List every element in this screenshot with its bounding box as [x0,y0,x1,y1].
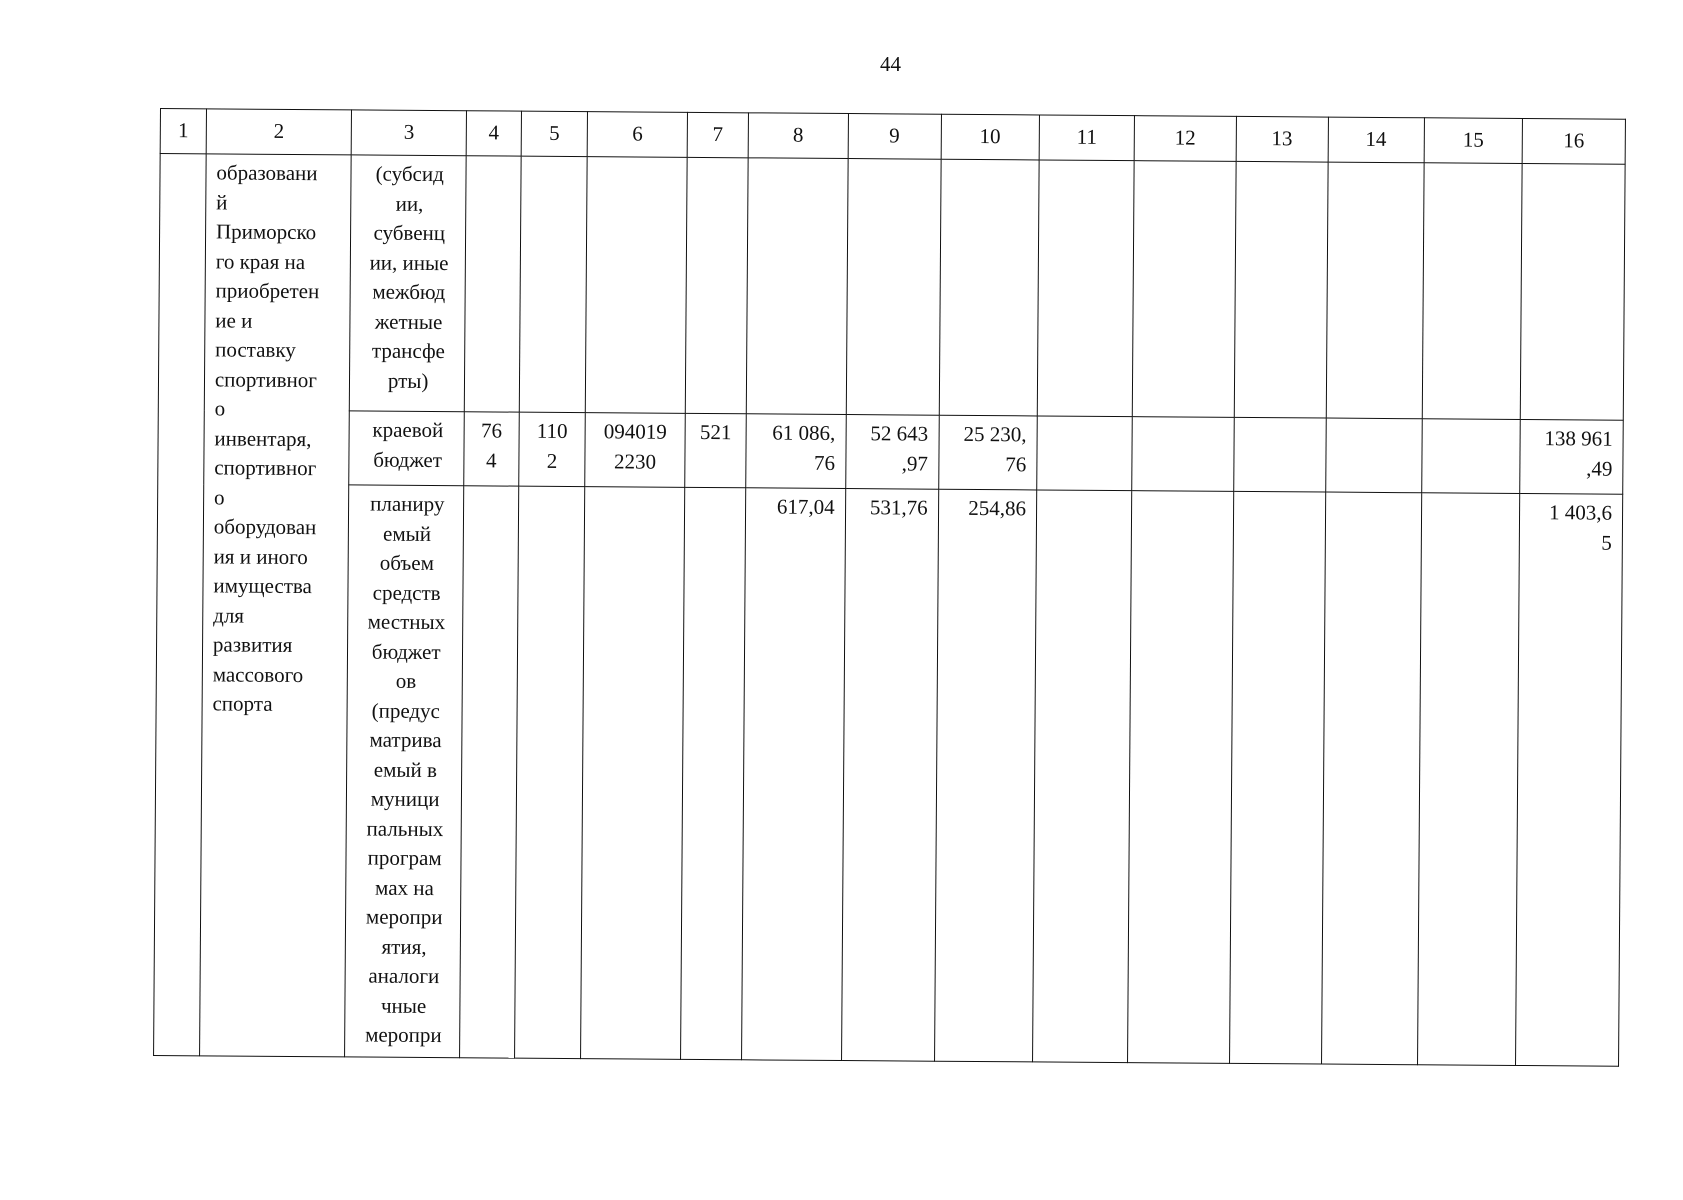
table-cell [846,159,941,416]
table-cell [742,488,846,1061]
cell-value: 531,76 [869,495,928,520]
cell-value: 76 4 [480,418,503,472]
table-row [158,154,1625,421]
table-row [158,409,1624,494]
table-cell [685,157,748,413]
cell-value: 617,04 [776,494,835,519]
cell-value: 138 961 ,49 [1544,426,1613,481]
cell-col-1 [154,154,207,1056]
table-cell [746,414,846,489]
funding-source-text: планиру емый объем средств местных бюджет ов (предус матрива емый в муници пальных програм мах на меропри ятия, аналоги чные меропри [365,491,446,1048]
table-cell [1233,417,1325,492]
budget-table-wrapper [153,108,1626,1067]
table-cell [1520,419,1623,494]
table-cell [464,412,519,486]
table-cell [1128,491,1234,1064]
header-cell: 11 [1039,115,1134,161]
cell-value [519,487,585,491]
table-cell [514,486,585,1058]
measure-name-cell [199,154,351,1057]
table-cell [519,156,588,412]
table-cell [680,487,745,1059]
cell-value [1326,419,1421,424]
header-cell: 12 [1134,116,1236,162]
table-cell [581,487,685,1060]
table-row [154,483,1623,1066]
header-cell: 13 [1236,116,1328,162]
header-cell: 15 [1424,118,1523,164]
table-cell [1032,490,1131,1063]
header-cell: 5 [521,111,588,156]
cell-value: 1 403,6 5 [1548,500,1613,555]
cell-value [1422,419,1519,424]
header-cell: 8 [748,113,848,159]
funding-source-text: (субсид ии, субвенц ии, иные межбюд жетные трансфе рты) [369,161,449,393]
table-cell [845,415,938,490]
cell-value [1234,492,1325,497]
table-cell [1422,163,1522,420]
header-cell: 4 [466,111,521,156]
header-cell: 3 [351,110,466,156]
cell-value [1328,163,1423,168]
cell-value: 094019 2230 [603,419,667,474]
cell-value [749,158,848,163]
measure-name-text: образовани й Приморско го края на приобретен ие и поставку спортивног о инвентаря, спортивног о оборудован ия и иного имущества для развития массового спорта [212,160,320,716]
cell-value [1037,490,1131,495]
table-cell [1132,161,1236,418]
cell-value [521,157,587,161]
cell-value [941,160,1038,165]
header-cell: 1 [160,109,206,154]
table-cell [1037,416,1133,491]
header-cell: 2 [206,109,352,155]
table-cell [1421,419,1520,494]
cell-value [586,487,685,492]
cell-value [464,486,518,490]
table-cell [1516,493,1623,1066]
table-cell [939,159,1039,416]
table-cell [746,158,847,415]
cell-value [688,158,748,162]
cell-value [1038,416,1132,421]
cell-value [685,488,745,492]
cell-value [1234,418,1325,423]
cell-value [467,156,521,160]
cell-value: 52 643 ,97 [870,421,929,476]
header-cell: 7 [687,112,749,157]
funding-source-text: краевой бюджет [372,417,444,472]
cell-value [1424,163,1521,168]
header-cell: 10 [941,114,1040,160]
header-cell: 6 [588,112,688,158]
table-cell [1234,161,1328,418]
table-cell [1321,492,1421,1065]
cell-value [848,159,940,164]
table-cell [1417,493,1520,1066]
cell-value [1326,493,1421,498]
cell-value: 254,86 [968,495,1027,521]
cell-value [1523,164,1625,169]
table-cell [685,413,747,487]
page-number: 44 [880,52,901,76]
table-cell [1520,163,1625,420]
cell-value [588,157,687,162]
cell-value: 25 230, 76 [963,421,1027,476]
table-cell [1326,162,1424,419]
table-cell [460,486,519,1058]
table-cell [938,415,1037,490]
header-cell: 14 [1328,117,1425,163]
table-cell [1325,418,1422,493]
header-cell: 16 [1522,118,1625,164]
table-cell [518,412,585,486]
table-cell [1037,160,1134,417]
table-cell [1229,491,1325,1064]
cell-value [1133,417,1234,422]
table-cell [934,489,1037,1062]
cell-value [1422,493,1519,498]
cell-value [1040,160,1134,165]
funding-source-cell [350,155,467,412]
funding-source-cell [345,485,464,1058]
cell-value: 521 [699,419,732,445]
cell-value [1132,491,1233,496]
cell-value: 61 086, 76 [772,420,836,475]
table-cell [585,413,685,488]
funding-source-cell [349,411,464,486]
budget-table [153,108,1626,1067]
table-cell [841,489,938,1062]
cell-value [1236,162,1327,167]
cell-value: 110 2 [536,418,568,473]
table-cell [586,157,687,414]
table-cell [464,156,521,412]
table-cell [1132,417,1234,492]
header-cell: 9 [848,114,941,160]
cell-value [1135,161,1236,166]
